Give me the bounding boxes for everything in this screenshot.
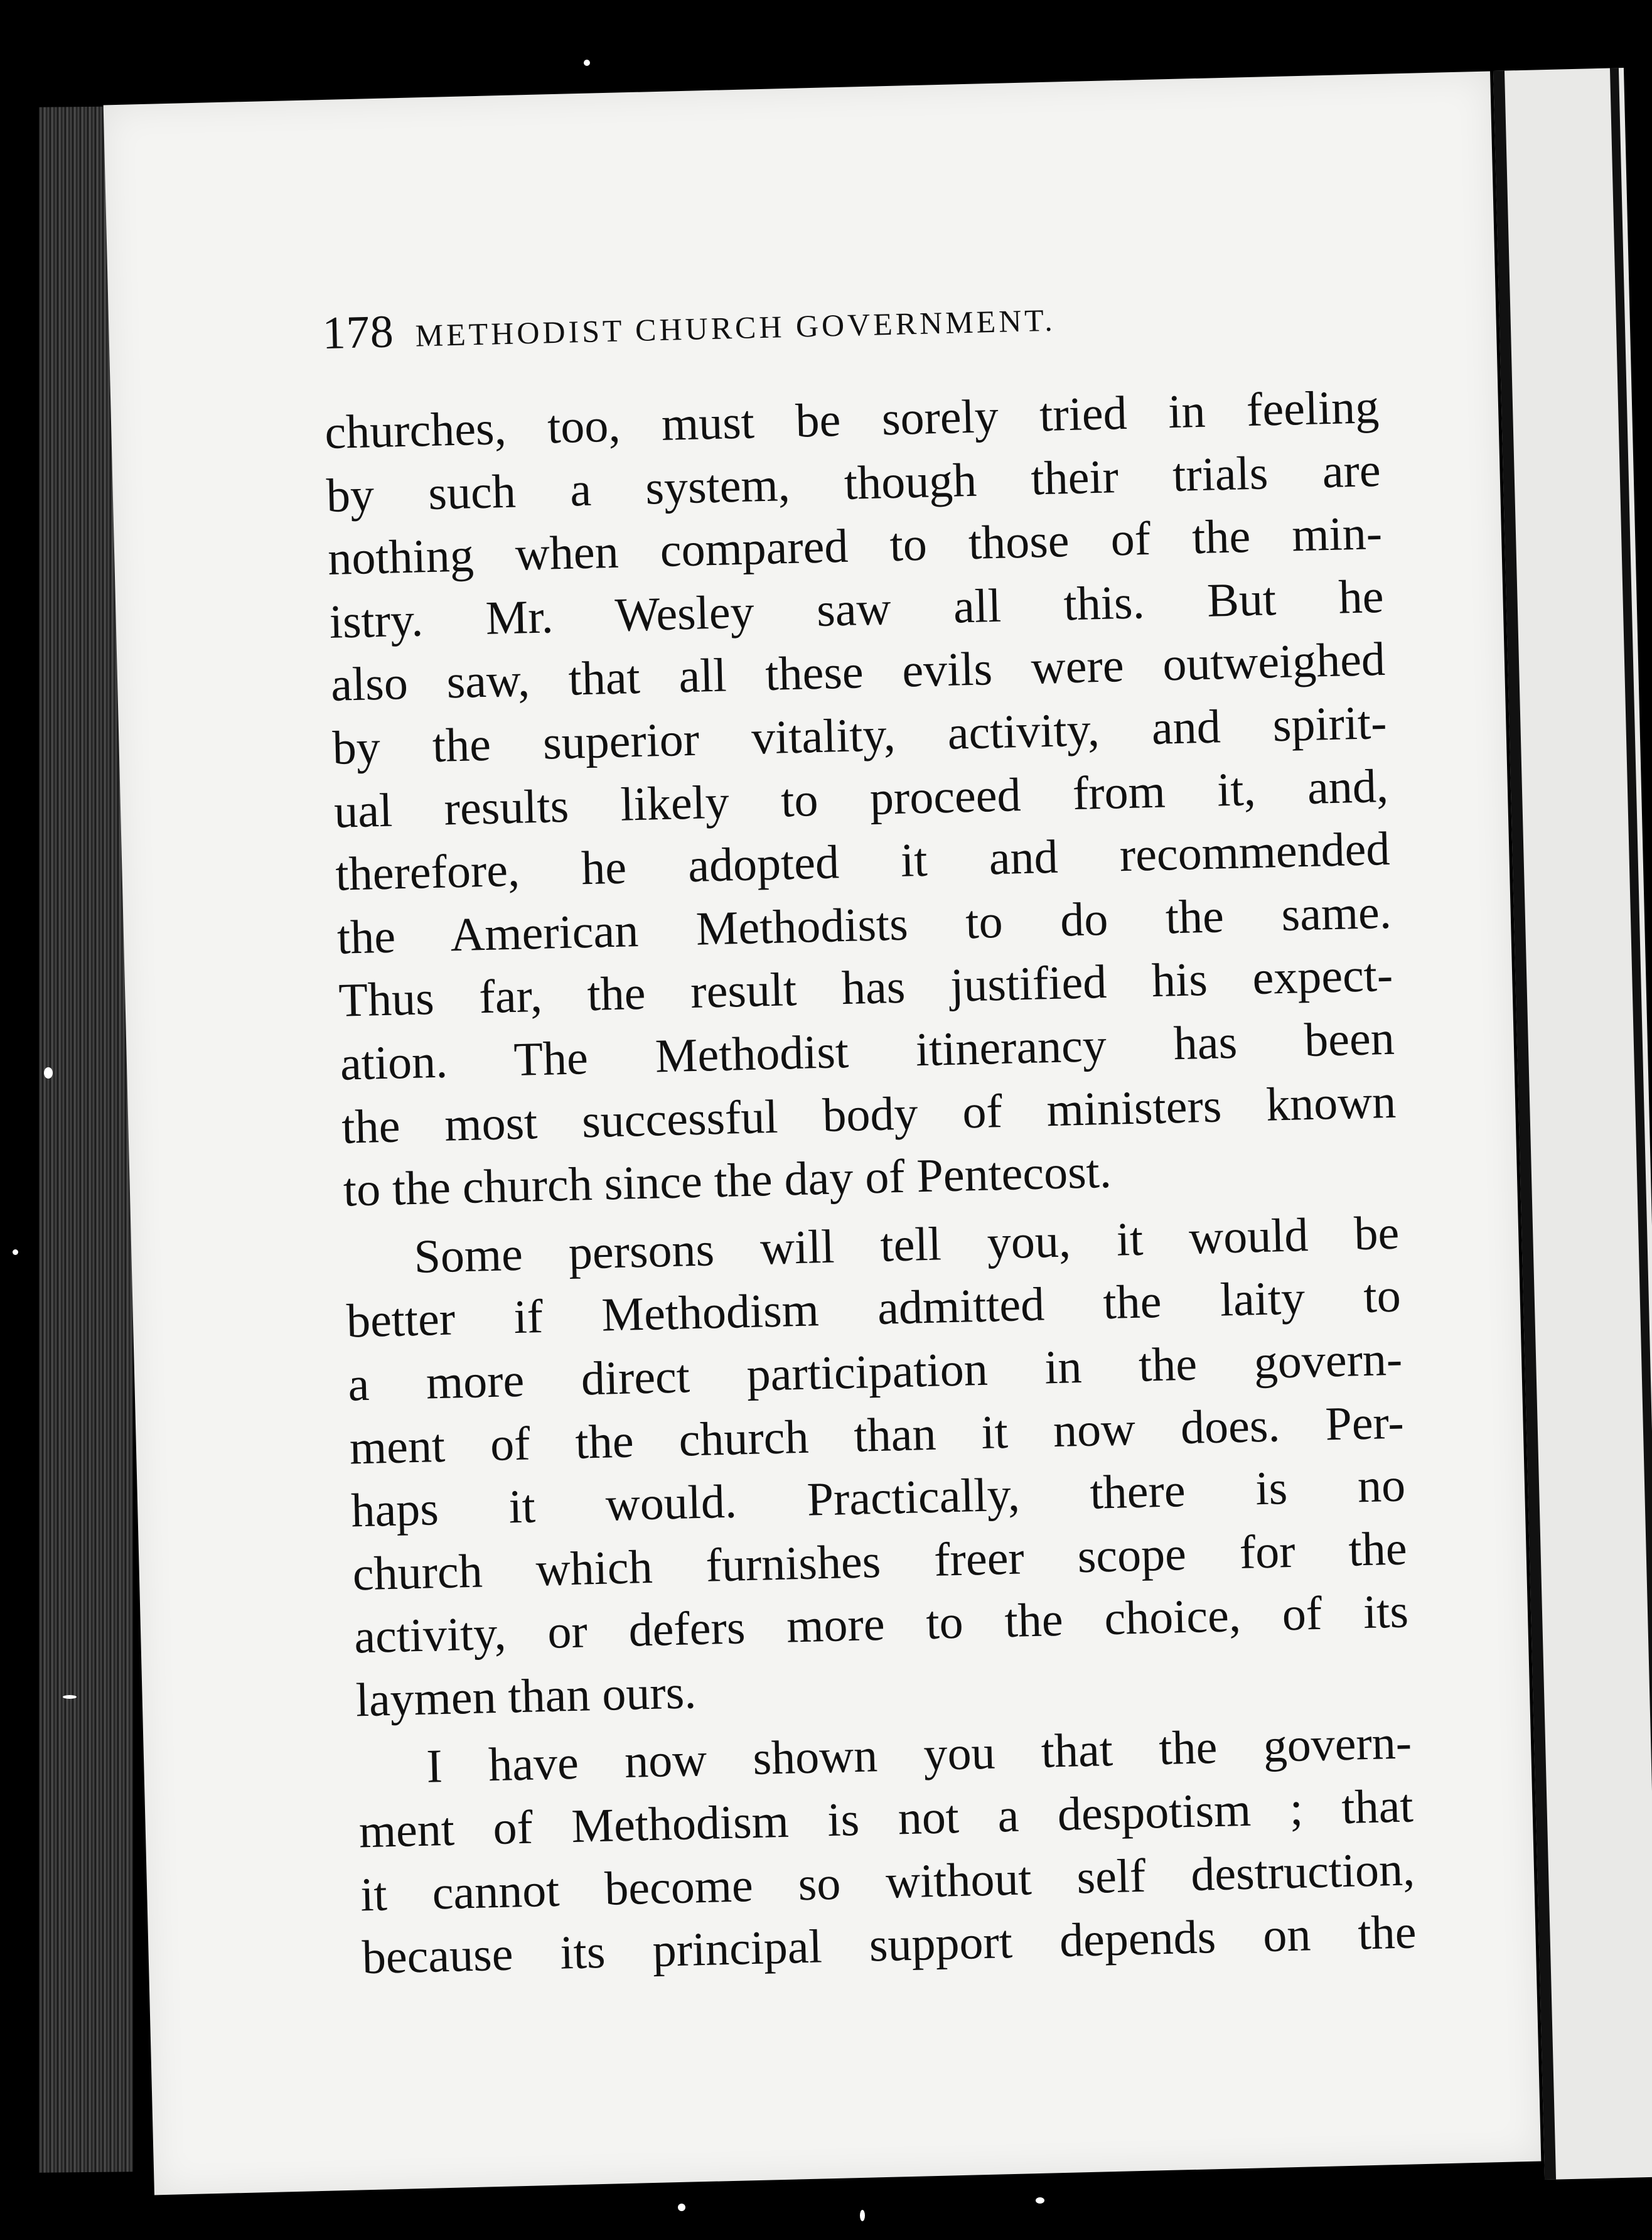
text-line: ment of Methodism is not a despotism ; that <box>358 1779 1414 1858</box>
text-line: because its principal support depends on the <box>361 1905 1417 1984</box>
page-header <box>322 281 1390 361</box>
text-line: Some persons will tell you, it would be <box>413 1206 1400 1283</box>
text-line: by such a system, though their trials are <box>325 443 1381 522</box>
text-line: the American Methodists to do the same. <box>336 885 1392 964</box>
running-head: METHODIST CHURCH GOVERNMENT. <box>415 302 1056 353</box>
text-line: a more direct participation in the govern- <box>347 1332 1403 1411</box>
body-text <box>324 375 1429 1990</box>
text-line: also saw, that all these evils were outweighed <box>330 633 1386 712</box>
text-block <box>317 74 1417 1984</box>
page-number: 178 <box>321 306 395 360</box>
text-line: Thus far, the result has justified his expect- <box>338 949 1394 1028</box>
text-line: better if Methodism admitted the laity to <box>346 1269 1402 1348</box>
text-line: ation. The Methodist itinerancy has been <box>340 1011 1395 1090</box>
text-line: haps it would. Practically, there is no <box>350 1458 1406 1537</box>
text-line: laymen than ours. <box>355 1666 697 1727</box>
text-line: I have now shown you that the govern- <box>426 1716 1413 1794</box>
text-line: churches, too, must be sorely tried in feeling <box>324 380 1380 460</box>
text-line: ment of the church than it now does. Per- <box>348 1396 1405 1475</box>
text-line: to the church since the day of Pentecost. <box>342 1144 1112 1217</box>
text-line: ual results likely to proceed from it, and, <box>333 759 1389 838</box>
text-line: therefore, he adopted it and recommended <box>335 822 1391 901</box>
text-line: nothing when compared to those of the min- <box>327 507 1383 586</box>
text-line: activity, or defers more to the choice, of its <box>353 1585 1409 1664</box>
text-line: the most successful body of ministers known <box>341 1075 1397 1154</box>
book-page <box>104 71 1542 2195</box>
text-line: it cannot become so without self destruction, <box>360 1842 1415 1921</box>
text-line: istry. Mr. Wesley saw all this. But he <box>328 569 1385 649</box>
text-line: by the superior vitality, activity, and spirit- <box>331 696 1388 775</box>
text-line: church which furnishes freer scope for the <box>351 1522 1408 1601</box>
